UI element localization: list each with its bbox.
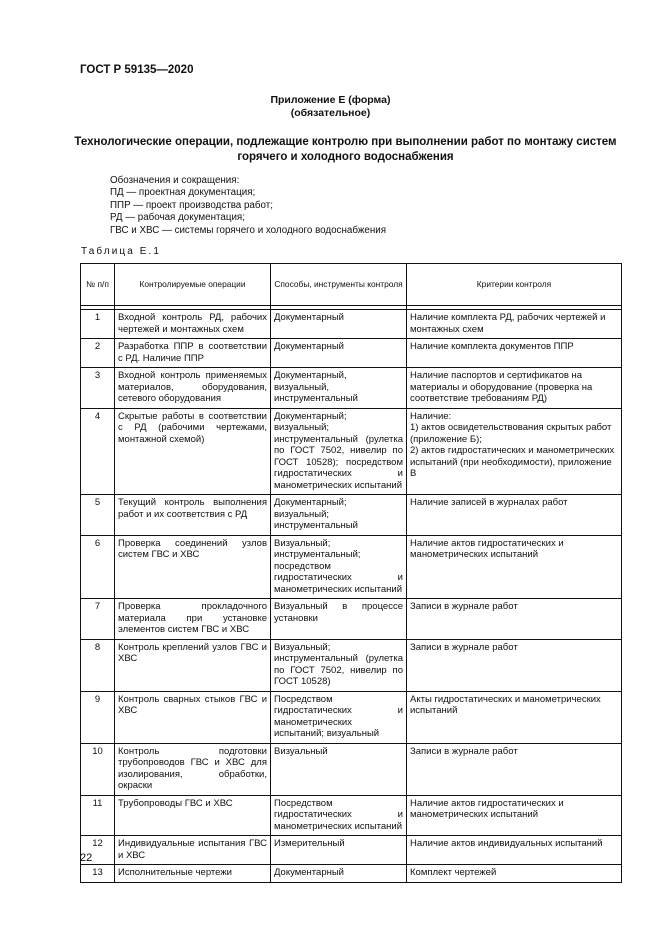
method-cell: Визуальный <box>271 743 407 795</box>
table-header-row <box>81 264 622 306</box>
row-number-cell: 12 <box>81 836 115 865</box>
criteria-cell: Записи в журнале работ <box>407 743 622 795</box>
method-cell: Документарный <box>271 310 407 339</box>
row-number-cell: 4 <box>81 408 115 495</box>
operation-cell: Индивидуальные испытания ГВС и ХВС <box>115 836 271 865</box>
method-cell: Посредством гидростатических и манометрических испытаний <box>271 795 407 836</box>
row-number-cell: 13 <box>81 865 115 883</box>
method-cell: Измерительный <box>271 836 407 865</box>
table-row <box>81 865 622 883</box>
method-cell: Визуальный в процессе установки <box>271 599 407 640</box>
document-code: ГОСТ Р 59135—2020 <box>80 64 194 76</box>
abbreviations-block <box>110 175 386 237</box>
table-row <box>81 599 622 640</box>
table-row <box>81 408 622 495</box>
abbreviation-item: РД — рабочая документация; <box>110 212 245 224</box>
operation-cell: Входной контроль РД, рабочих чертежей и монтажных схем <box>115 310 271 339</box>
criteria-cell: Акты гидростатических и манометрических испытаний <box>407 691 622 743</box>
method-cell: Визуальный; инструментальный; посредством гидростатических и манометрических испытаний <box>271 535 407 599</box>
row-number-cell: 10 <box>81 743 115 795</box>
criteria-cell: Наличие комплекта документов ППР <box>407 339 622 368</box>
criteria-cell: Записи в журнале работ <box>407 639 622 691</box>
page-title <box>70 135 621 164</box>
row-number-cell: 8 <box>81 639 115 691</box>
table-row <box>81 495 622 536</box>
appendix-label: Приложение Е (форма) <box>270 94 391 106</box>
header-criteria: Критерии контроля <box>407 264 622 306</box>
appendix-heading <box>0 94 661 120</box>
operation-cell: Проверка соединений узлов систем ГВС и ХВС <box>115 535 271 599</box>
operation-cell: Входной контроль применяемых материалов, оборудования, сетевого оборудования <box>115 368 271 409</box>
row-number-cell: 6 <box>81 535 115 599</box>
row-number-cell: 1 <box>81 310 115 339</box>
operation-cell: Проверка прокладочного материала при установке элементов систем ГВС и ХВС <box>115 599 271 640</box>
table-row <box>81 795 622 836</box>
method-cell: Документарный <box>271 339 407 368</box>
criteria-cell: Наличие паспортов и сертификатов на материалы и оборудование (проверка на соответствие требованиям РД) <box>407 368 622 409</box>
table-row <box>81 368 622 409</box>
header-num: № п/п <box>81 264 115 306</box>
method-cell: Документарный, визуальный, инструментальный <box>271 368 407 409</box>
method-cell: Документарный; визуальный; инструментальный <box>271 495 407 536</box>
operation-cell: Контроль подготовки трубопроводов ГВС и ХВС для изолирования, обработки, окраски <box>115 743 271 795</box>
table-row <box>81 691 622 743</box>
criteria-cell: Записи в журнале работ <box>407 599 622 640</box>
criteria-cell: Комплект чертежей <box>407 865 622 883</box>
criteria-cell: Наличие актов гидростатических и манометрических испытаний <box>407 795 622 836</box>
abbreviation-item: ГВС и ХВС — системы горячего и холодного водоснабжения <box>110 224 387 236</box>
page-title-line-1: Технологические операции, подлежащие контролю при выполнении работ по монтажу систем <box>74 136 617 148</box>
operation-cell: Контроль сварных стыков ГВС и ХВС <box>115 691 271 743</box>
row-number-cell: 3 <box>81 368 115 409</box>
criteria-cell: Наличие комплекта РД, рабочих чертежей и монтажных схем <box>407 310 622 339</box>
row-number-cell: 9 <box>81 691 115 743</box>
header-method: Способы, инструменты контроля <box>271 264 407 306</box>
operation-cell: Контроль креплений узлов ГВС и ХВС <box>115 639 271 691</box>
row-number-cell: 11 <box>81 795 115 836</box>
abbreviation-item: ППР — проект производства работ; <box>110 199 273 211</box>
method-cell: Документарный <box>271 865 407 883</box>
table-row <box>81 743 622 795</box>
page-title-line-2: горячего и холодного водоснабжения <box>237 150 454 163</box>
control-table <box>80 263 622 883</box>
criteria-cell: Наличие записей в журналах работ <box>407 495 622 536</box>
operation-cell: Разработка ППР в соответствии с РД. Наличие ППР <box>115 339 271 368</box>
table-row <box>81 535 622 599</box>
operation-cell: Текущий контроль выполнения работ и их соответствия с РД <box>115 495 271 536</box>
abbreviations-heading: Обозначения и сокращения: <box>110 175 240 186</box>
method-cell: Посредством гидростатических и манометрических испытаний; визуальный <box>271 691 407 743</box>
table-row <box>81 836 622 865</box>
criteria-cell: Наличие: 1) актов освидетельствования скрытых работ (приложение Б); 2) актов гидростатических и манометрических испытаний (при необходимости), приложение В <box>407 408 622 495</box>
header-operation: Контролируемые операции <box>115 264 271 306</box>
table-row <box>81 639 622 691</box>
table-row <box>81 310 622 339</box>
table-body <box>81 310 622 883</box>
page-number: 22 <box>80 852 93 864</box>
appendix-status: (обязательное) <box>290 107 371 119</box>
operation-cell: Скрытые работы в соответствии с РД (рабочими чертежами, монтажной схемой) <box>115 408 271 495</box>
row-number-cell: 5 <box>81 495 115 536</box>
method-cell: Документарный; визуальный; инструментальный (рулетка по ГОСТ 7502, нивелир по ГОСТ 10528); посредством гидростатических и манометрических испытаний <box>271 408 407 495</box>
row-number-cell: 2 <box>81 339 115 368</box>
operation-cell: Исполнительные чертежи <box>115 865 271 883</box>
method-cell: Визуальный; инструментальный (рулетка по ГОСТ 7502, нивелир по ГОСТ 10528) <box>271 639 407 691</box>
operation-cell: Трубопроводы ГВС и ХВС <box>115 795 271 836</box>
table-row <box>81 339 622 368</box>
abbreviation-item: ПД — проектная документация; <box>110 187 256 199</box>
row-number-cell: 7 <box>81 599 115 640</box>
criteria-cell: Наличие актов индивидуальных испытаний <box>407 836 622 865</box>
criteria-cell: Наличие актов гидростатических и манометрических испытаний <box>407 535 622 599</box>
table-caption: Таблица Е.1 <box>81 246 162 257</box>
